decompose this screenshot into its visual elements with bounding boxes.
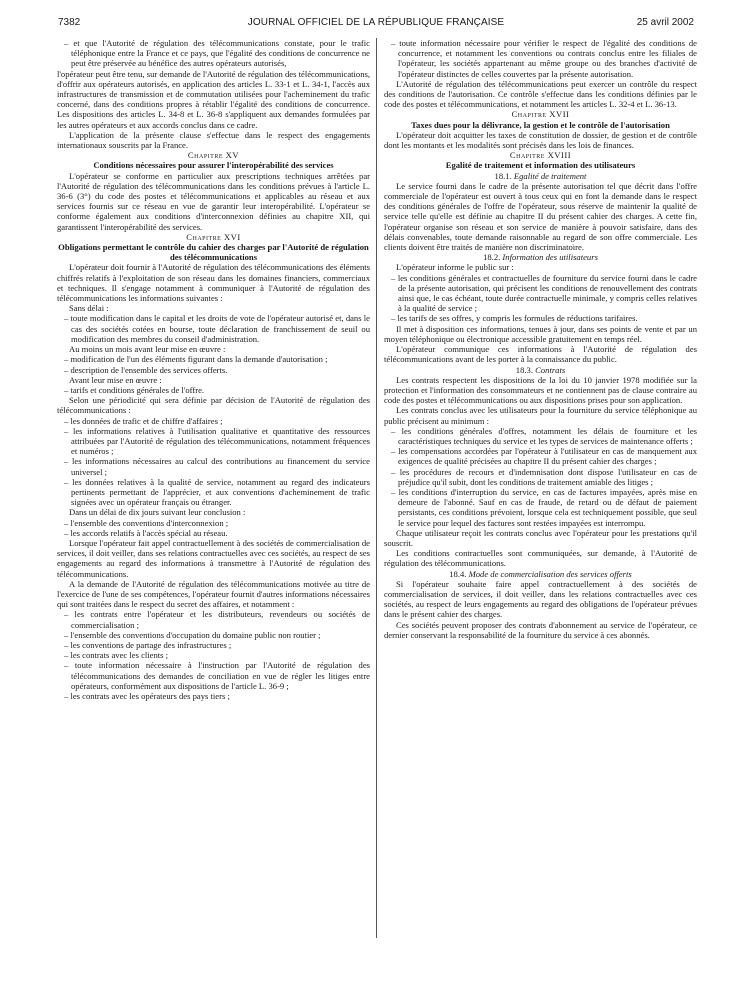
issue-date: 25 avril 2002: [636, 17, 694, 28]
list-item: – les compensations accordées par l'opérateur à l'utilisateur en cas de manquement aux exigences de qualité précisées au chapitre II du présent cahier des charges ;: [391, 446, 697, 467]
paragraph: l'opérateur peut être tenu, sur demande de l'Autorité de régulation des télécommunications, d'offrir aux opérateurs autorisés, en application des articles L. 33-1 et L. 34-1, l'accès aux infrastructures de transmission et de commutation utilisées pour l'acheminement du trafic concerné, dans des conditions propres à rétablir l'égalité des conditions de concurrence. Les dispositions des articles L. 34-8 et L. 36-8 s'appliquent aux demandes formulées par les autres opérateurs et aux accords conclus dans ce cadre.: [57, 68, 370, 130]
column-divider: [376, 38, 377, 938]
list-item: – l'ensemble des conventions d'occupation du domaine public non routier ;: [64, 629, 321, 640]
list-item: – les tarifs de ses offres, y compris les formules de réductions tarifaires.: [391, 313, 638, 324]
chapter-title: Conditions nécessaires pour assurer l'interopérabilité des services: [93, 160, 334, 171]
list-item: – les informations nécessaires au calcul des contributions au financement du service universel ;: [64, 456, 370, 477]
list-item: – toute modification dans le capital et les droits de vote de l'opérateur autorisé et, dans le cas des sociétés cotées en bourse, toute déclaration de franchissement de seuil ou modification des membres du conseil d'administration.: [64, 313, 370, 344]
chapter-title: Obligations permettant le contrôle du cahier des charges par l'Autorité de régulation des télécommunications: [58, 242, 369, 263]
section-title: Contrats: [535, 364, 566, 375]
list-item: – les données de trafic et de chiffre d'affaires ;: [64, 415, 223, 426]
paragraph: L'opérateur doit acquitter les taxes de constitution de dossier, de gestion et de contrôle dont les montants et les modalités sont précisés dans les lois de finances.: [384, 129, 697, 151]
page-header: [58, 17, 694, 31]
section-title: Mode de commercialisation des services offerts: [468, 568, 632, 579]
list-item: – les accords relatifs à l'accès spécial au réseau.: [64, 527, 228, 538]
list-item: – et que l'Autorité de régulation des télécommunications constate, pour le trafic téléphonique entre la France et ce pays, que l'égalité des conditions de concurrence ne peut être préservée au bénéfice des autres opérateurs autorisés,: [64, 38, 370, 69]
chapter-heading: Chapitre XVI: [186, 231, 241, 242]
list-intro: Dans un délai de dix jours suivant leur conclusion :: [69, 507, 246, 518]
section-heading: [384, 252, 697, 262]
paragraph: Lorsque l'opérateur fait appel contractuellement à des sociétés de commercialisation de services, il doit veiller, dans ses relations contractuelles avec ces sociétés, au respect de ses engagements au regard des informations à transmettre à l'Autorité de régulation des télécommunications.: [57, 537, 370, 579]
page-number: 7382: [58, 17, 81, 28]
chapter-heading: Chapitre XVIII: [509, 150, 572, 161]
list-item: – modification de l'un des éléments figurant dans la demande d'autorisation ;: [64, 354, 328, 365]
list-item: – les contrats avec les opérateurs des pays tiers ;: [64, 691, 230, 701]
section-number: 18.2.: [483, 252, 501, 263]
section-number: 18.4.: [449, 568, 467, 579]
list-item: – description de l'ensemble des services offerts.: [64, 364, 228, 375]
paragraph: Chaque utilisateur reçoit les contrats conclus avec l'opérateur pour les prestations qu'il souscrit.: [384, 527, 697, 548]
list-item: – les conditions générales d'offres, notamment les délais de fourniture et les caractéristiques techniques du service et les types de services de maintenance offerts ;: [391, 425, 697, 446]
list-item: – l'ensemble des conventions d'interconnexion ;: [64, 517, 229, 528]
list-item: – les conditions générales et contractuelles de fourniture du service fourni dans le cadre de la présente autorisation, qui précisent les conditions de renouvellement des contrats ainsi que, le cas échéant, toute durée contractuelle minimale, y compris celles relatives à la qualité de service ;: [391, 272, 697, 314]
paragraph: Il met à disposition ces informations, tenues à jour, dans ses points de vente et par un moyen téléphonique ou électronique accessible gratuitement en temps réel.: [384, 323, 697, 344]
section-number: 18.1.: [494, 170, 512, 181]
list-item: – les données relatives à la qualité de service, notamment au regard des indicateurs pertinents permettant de l'apprécier, et aux conventions d'acheminement de trafic signées avec un opérateur français ou étranger.: [64, 476, 370, 508]
list-intro: Sans délai :: [69, 303, 109, 314]
section-title: Egalité de traitement: [513, 170, 587, 181]
paragraph: Ces sociétés peuvent proposer des contrats d'abonnement au service de l'opérateur, ce dernier conservant la responsabilité de la fourniture du service à ces abonnés.: [384, 619, 697, 640]
list-intro: Avant leur mise en œuvre :: [69, 374, 162, 385]
list-item: – toute information nécessaire pour vérifier le respect de l'égalité des conditions de concurrence, et notamment les conventions ou contrats conclus entre les filiales de l'opérateur, les sociétés appartenant au même groupe ou des branches d'activité de l'opérateur distinctes de celles couvertes par la présente autorisation.: [391, 38, 697, 79]
paragraph: A la demande de l'Autorité de régulation des télécommunications motivée au titre de l'exercice de l'une de ses compétences, l'opérateur fournit d'autres informations nécessaires qui sont traitées dans le respect du secret des affaires, et notamment :: [57, 578, 370, 610]
list-item: – toute information nécessaire à l'instruction par l'Autorité de régulation des télécommunications des demandes de conciliation en vue de régler les litiges entre opérateurs, conformément aux dispositions de l'article L. 36-9 ;: [64, 660, 370, 691]
list-item: – les conventions de partage des infrastructures ;: [64, 639, 232, 650]
paragraph: L'application de la présente clause s'effectue dans le respect des engagements internationaux souscrits par la France.: [57, 129, 370, 151]
paragraph: Si l'opérateur souhaite faire appel contractuellement à des sociétés de commercialisation de services, il doit veiller, dans les relations contractuelles avec ces sociétés, au respect de leurs engagements au regard des obligations de l'opérateur prévues dans le présent cahier des charges.: [384, 578, 697, 620]
section-heading: [384, 365, 697, 375]
list-item: – les informations relatives à l'utilisation qualitative et quantitative des ressources attribuées par l'Autorité de régulation des télécommunications, notamment fréquences et numéros ;: [64, 425, 370, 457]
list-intro: Au moins un mois avant leur mise en œuvre :: [69, 344, 226, 355]
paragraph: L'Autorité de régulation des télécommunications peut exercer un contrôle du respect des conditions de l'autorisation. Ce contrôle s'effectue dans les conditions définies par le code des postes et télécommunications, et notamment les articles L. 32-4 et L. 36-13.: [384, 78, 697, 110]
section-heading: [384, 569, 697, 579]
paragraph: Les contrats conclus avec les utilisateurs pour la fourniture du service téléphonique au public précisent au minimum :: [384, 405, 697, 426]
paragraph: L'opérateur doit fournir à l'Autorité de régulation des télécommunications des éléments chiffrés relatifs à l'exploitation de son réseau dans les domaines financiers, commerciaux et techniques. Il s'engage notamment à communiquer à l'Autorité de régulation des télécommunications les informations suivantes :: [57, 262, 370, 304]
section-title: Information des utilisateurs: [502, 252, 598, 263]
chapter-title: Taxes dues pour la délivrance, la gestion et le contrôle de l'autorisation: [411, 119, 670, 130]
list-item: – les procédures de recours et d'indemnisation dont dispose l'utilisateur en cas de préjudice qu'il subit, dont les conditions de traitement amiable des litiges ;: [391, 466, 697, 487]
chapter-title: Egalité de traitement et information des utilisateurs: [445, 160, 636, 171]
right-column: [384, 38, 697, 982]
list-item: – tarifs et conditions générales de l'offre.: [64, 384, 205, 395]
paragraph: L'opérateur communique ces informations à l'Autorité de régulation des télécommunications avant de les porter à la connaissance du public.: [384, 344, 697, 365]
paragraph: Les contrats respectent les dispositions de la loi du 10 janvier 1978 modifiée sur la protection et l'information des consommateurs et ne contiennent pas de clause contraire au code des postes et télécommunications ou aux dispositions prises pour son application.: [384, 374, 697, 406]
list-item: – les contrats avec les clients ;: [64, 650, 169, 661]
chapter-heading: Chapitre XVII: [511, 109, 570, 120]
journal-title: JOURNAL OFFICIEL DE LA RÉPUBLIQUE FRANÇAISE: [247, 17, 505, 28]
section-heading: [384, 171, 697, 181]
paragraph: Le service fourni dans le cadre de la présente autorisation tel que décrit dans l'offre commerciale de l'opérateur est ouvert à tous ceux qui en font la demande dans le respect des conditions générales de l'offre de l'opérateur, sous réserve de maintenir la qualité de service telle qu'elle est définie au chapitre II du présent cahier des charges. A cette fin, l'opérateur organise son réseau et son service de manière à pouvoir satisfaire, dans des délais convenables, toute demande raisonnable au regard de son offre commerciale. Les clients doivent être traités de manière non discriminatoire.: [384, 180, 697, 253]
paragraph: L'opérateur se conforme en particulier aux prescriptions techniques arrêtées par l'Autorité de régulation des télécommunications dans les conditions prévues à l'article L. 36-6 (3°) du code des postes et télécommunications et applicables au réseau et aux services fournis sur ce réseau en vue de garantir leur interopérabilité. L'opérateur se conforme également aux conditions d'interconnexion définies au chapitre XII, qui garantissent l'interopérabilité des services.: [57, 170, 370, 232]
list-item: – les conditions d'interruption du service, en cas de factures impayées, après mise en demeure de l'abonné. Sauf en cas de fraude, de retard ou de défaut de paiement persistants, ces conditions prévoient, lorsque cela est techniquement possible, que seul le service pour lequel des factures sont restées impayées est interrompu.: [391, 486, 697, 528]
paragraph: Les conditions contractuelles sont communiquées, sur demande, à l'Autorité de régulation des télécommunications.: [384, 548, 697, 569]
chapter-heading: Chapitre XV: [187, 150, 240, 161]
section-number: 18.3.: [515, 364, 533, 375]
paragraph: Selon une périodicité qui sera définie par décision de l'Autorité de régulation des télécommunications :: [57, 395, 370, 416]
left-column: [57, 38, 370, 982]
paragraph: L'opérateur informe le public sur :: [396, 262, 514, 273]
list-item: – les contrats entre l'opérateur et les distributeurs, revendeurs ou sociétés de commercialisation ;: [64, 609, 370, 630]
